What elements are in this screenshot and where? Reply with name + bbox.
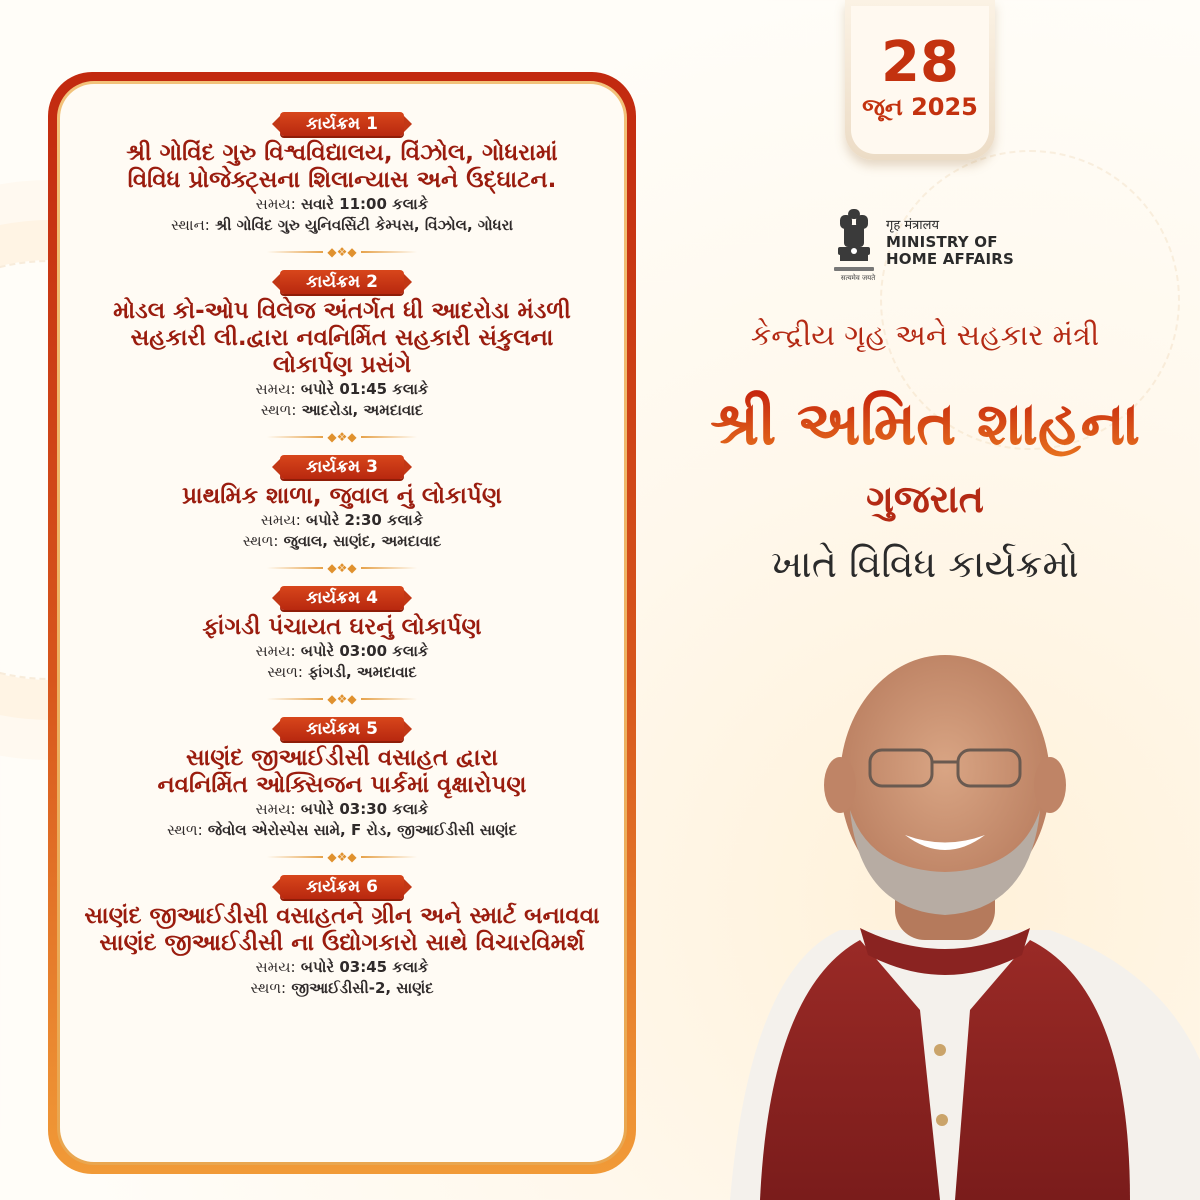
headline-subtitle: ખાતે વિવિધ કાર્યક્રમો: [771, 542, 1079, 586]
event-3: [60, 455, 624, 552]
event-title: ફાંગડી પંચાયત ઘરનું લોકાર્પણ: [202, 614, 482, 640]
event-5: [60, 717, 624, 841]
event-place: સ્થળ: જુવાલ, સાણંદ, અમદાવાદ: [242, 532, 442, 550]
event-time: સમય: બપોરે 2:30 કલાકે: [260, 511, 424, 529]
date-month-year: જૂન 2025: [862, 93, 978, 121]
event-badge: કાર્યક્રમ 3: [280, 455, 404, 479]
event-title: શ્રી ગોવિંદ ગુરુ વિશ્વવિદ્યાલય, વિંઝોલ, ગોધરામાં વિવિધ પ્રોજેક્ટ્સના શિલાન્યાસ અને ઉદ્ઘાટન.: [126, 140, 558, 193]
ministry-motto: सत्यमेव जयते: [840, 274, 876, 282]
event-2: [60, 270, 624, 421]
ministry-name-hindi: गृह मंत्रालय: [886, 217, 940, 233]
event-badge: કાર્યક્રમ 1: [280, 112, 404, 136]
event-time: સમય: સવારે 11:00 કલાકે: [255, 195, 429, 213]
event-time: સમય: બપોરે 03:30 કલાકે: [255, 800, 429, 818]
event-badge: કાર્યક્રમ 5: [280, 717, 404, 741]
event-1: [60, 112, 624, 236]
portrait-photo: [690, 610, 1200, 1200]
event-place: સ્થળ: જેવોલ એરોસ્પેસ સામે, F રોડ, જીઆઈડીસી સાણંદ: [166, 821, 518, 839]
event-4: [60, 586, 624, 683]
event-title: પ્રાથમિક શાળા, જુવાલ નું લોકાર્પણ: [182, 483, 502, 509]
event-place: સ્થળ: જીઆઈડીસી-2, સાણંદ: [250, 979, 434, 997]
headline-state: ગુજરાત: [866, 477, 984, 521]
event-place: સ્થાન: શ્રી ગોવિંદ ગુરુ યુનિવર્સિટી કેમ્પસ, વિંઝોલ, ગોધરા: [170, 216, 514, 234]
event-badge: કાર્યક્રમ 4: [280, 586, 404, 610]
national-emblem-icon: [832, 205, 876, 279]
event-title: સાણંદ જીઆઈડીસી વસાહતને ગ્રીન અને સ્માર્ટ બનાવવા સાણંદ જીઆઈડીસી ના ઉદ્યોગકારો સાથે વિચારવિમર્શ: [84, 903, 600, 956]
headline-name: શ્રી અમિત શાહના: [650, 388, 1200, 460]
event-place: સ્થળ: આદરોડા, અમદાવાદ: [260, 401, 424, 419]
event-badge: કાર્યક્રમ 2: [280, 270, 404, 294]
ministry-name-line1: MINISTRY OF: [886, 232, 998, 251]
ornament-divider: ◆❖◆: [60, 246, 624, 258]
events-card: [48, 72, 636, 1174]
ornament-divider: ◆❖◆: [60, 693, 624, 705]
event-place: સ્થળ: ફાંગડી, અમદાવાદ: [267, 663, 417, 681]
event-time: સમય: બપોરે 03:00 કલાકે: [255, 642, 429, 660]
event-title: મોડલ કો-ઓપ વિલેજ અંતર્ગત ધી આદરોડા મંડળી સહકારી લી.દ્વારા નવનિર્મિત સહકારી સંકુલના લોકાર્પણ પ્રસંગે: [113, 298, 571, 378]
ornament-divider: ◆❖◆: [60, 851, 624, 863]
ornament-divider: ◆❖◆: [60, 431, 624, 443]
event-time: સમય: બપોરે 03:45 કલાકે: [255, 958, 429, 976]
date-tag: [845, 0, 995, 160]
event-badge: કાર્યક્રમ 6: [280, 875, 404, 899]
event-time: સમય: બપોરે 01:45 કલાકે: [255, 380, 429, 398]
events-list: [60, 84, 624, 1162]
ministry-name-line2: HOME AFFAIRS: [886, 249, 1015, 268]
event-6: [60, 875, 624, 999]
event-title: સાણંદ જીઆઈડીસી વસાહત દ્વારા નવનિર્મિત ઓક્સિજન પાર્કમાં વૃક્ષારોપણ: [157, 745, 527, 798]
ministry-logo: [832, 205, 1014, 279]
ornament-divider: ◆❖◆: [60, 562, 624, 574]
headline-designation: કેન્દ્રીય ગૃહ અને સહકાર મંત્રી: [750, 318, 1100, 352]
date-day: 28: [881, 30, 959, 95]
